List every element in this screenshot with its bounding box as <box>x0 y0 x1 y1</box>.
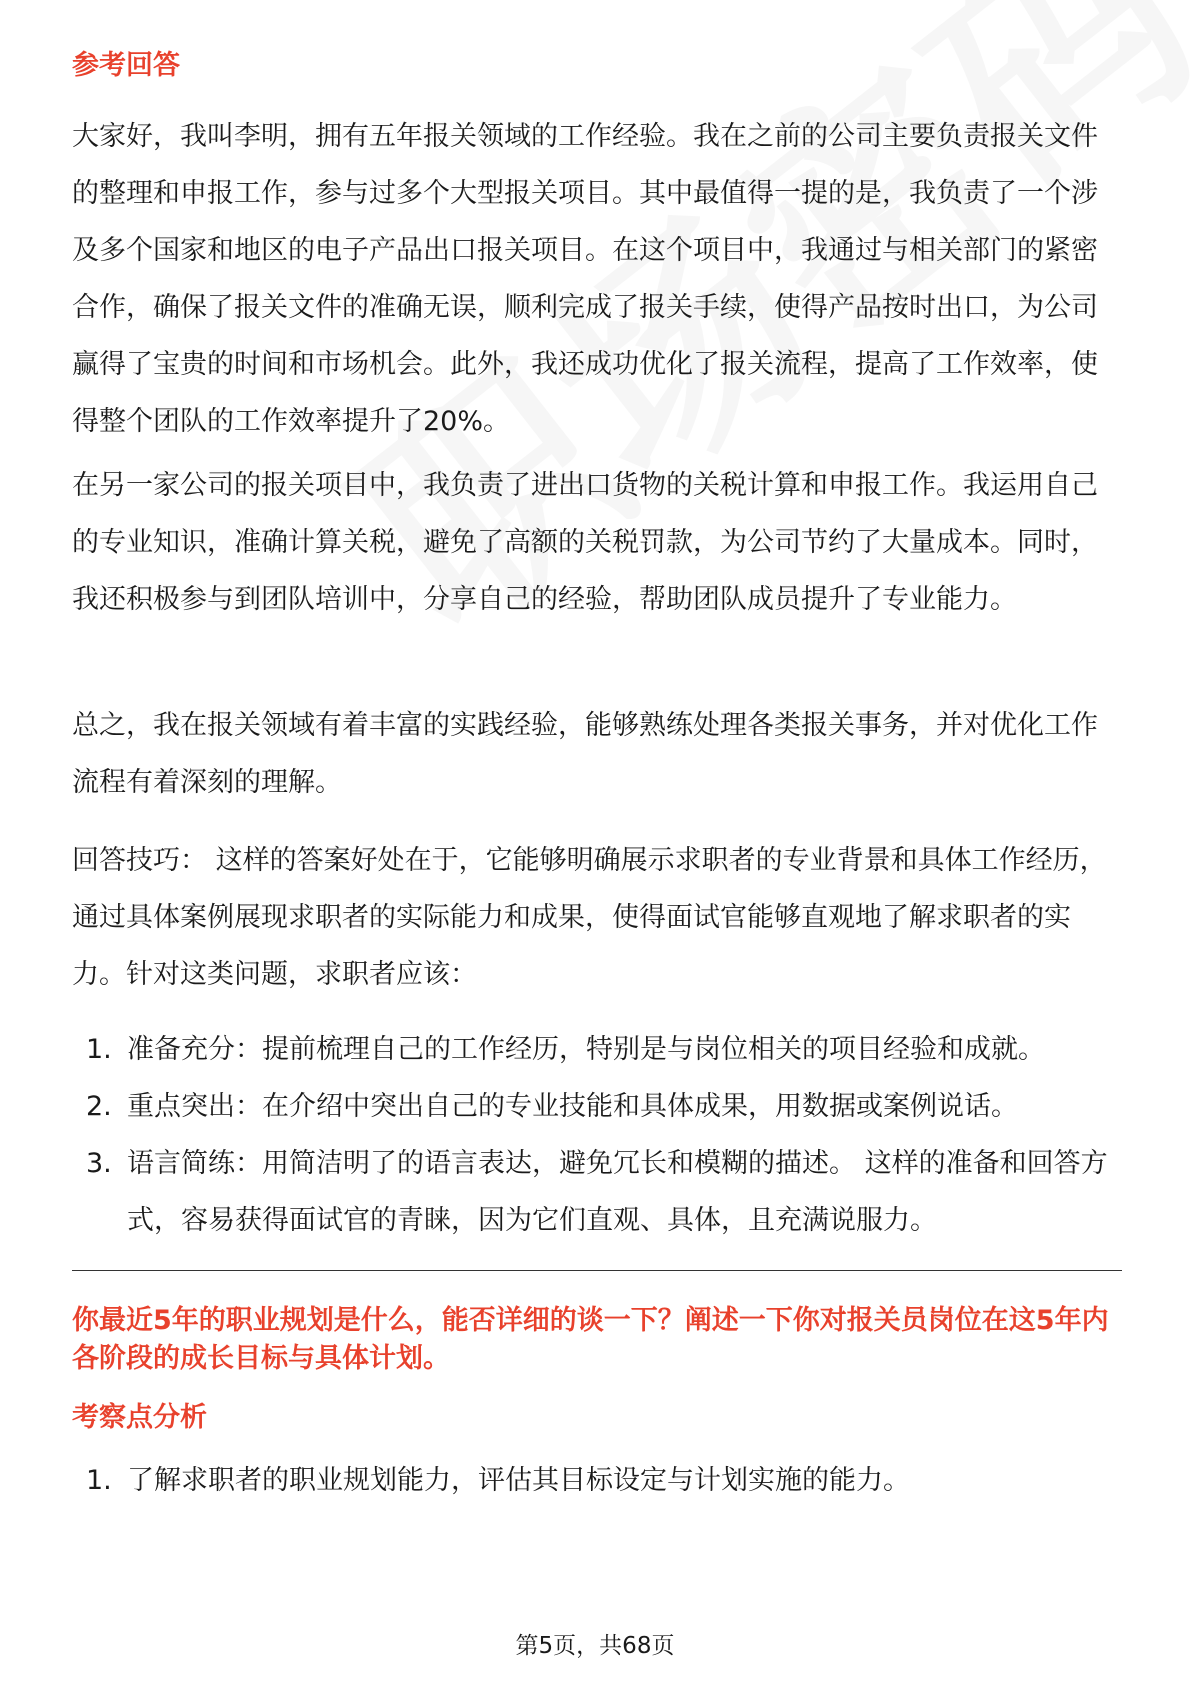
analysis-heading: 考察点分析 <box>72 1402 207 1433</box>
list-item-text: 了解求职者的职业规划能力，评估其目标设定与计划实施的能力。 <box>127 1465 910 1496</box>
answer-paragraph-2: 在另一家公司的报关项目中，我负责了进出口货物的关税计算和申报工作。我运用自己的专业知识，准确计算关税，避免了高额的关税罚款，为公司节约了大量成本。同时，我还积极参与到团队培训中，分享自己的经验，帮助团队成员提升了专业能力。 <box>72 470 1098 615</box>
list-item <box>72 1021 1122 1078</box>
answer-paragraph-3: 总之，我在报关领域有着丰富的实践经验，能够熟练处理各类报关事务，并对优化工作流程有着深刻的理解。 <box>72 710 1098 798</box>
analysis-list <box>72 1452 1122 1509</box>
reference-answer-heading: 参考回答 <box>72 50 180 81</box>
list-item-text: 语言简练：用简洁明了的语言表达，避免冗长和模糊的描述。 这样的准备和回答方式，容易获得面试官的青睐，因为它们直观、具体，且充满说服力。 <box>127 1148 1108 1236</box>
answer-paragraph-1: 大家好，我叫李明，拥有五年报关领域的工作经验。我在之前的公司主要负责报关文件的整理和申报工作，参与过多个大型报关项目。其中最值得一提的是，我负责了一个涉及多个国家和地区的电子产品出口报关项目。在这个项目中，我通过与相关部门的紧密合作，确保了报关文件的准确无误，顺利完成了报关手续，使得产品按时出口，为公司赢得了宝贵的时间和市场机会。此外，我还成功优化了报关流程，提高了工作效率，使得整个团队的工作效率提升了20%。 <box>72 121 1098 437</box>
interview-question: 你最近5年的职业规划是什么，能否详细的谈一下？阐述一下你对报关员岗位在这5年内各阶段的成长目标与具体计划。 <box>72 1305 1109 1374</box>
page-footer: 第5页，共68页 <box>515 1633 675 1659</box>
list-item-number: 1. <box>86 1034 112 1065</box>
list-item <box>72 1452 1122 1509</box>
list-item <box>72 1135 1122 1249</box>
list-item-number: 3. <box>86 1148 112 1179</box>
answer-tips-paragraph: 回答技巧： 这样的答案好处在于，它能够明确展示求职者的专业背景和具体工作经历，通过具体案例展现求职者的实际能力和成果，使得面试官能够直观地了解求职者的实力。针对这类问题，求职者应该： <box>72 845 1107 990</box>
list-item-text: 重点突出：在介绍中突出自己的专业技能和具体成果，用数据或案例说话。 <box>127 1091 1018 1122</box>
tips-list <box>72 1021 1122 1249</box>
list-item <box>72 1078 1122 1135</box>
list-item-text: 准备充分：提前梳理自己的工作经历，特别是与岗位相关的项目经验和成就。 <box>127 1034 1045 1065</box>
list-item-number: 1. <box>86 1465 112 1496</box>
list-item-number: 2. <box>86 1091 112 1122</box>
section-divider <box>72 1270 1122 1271</box>
